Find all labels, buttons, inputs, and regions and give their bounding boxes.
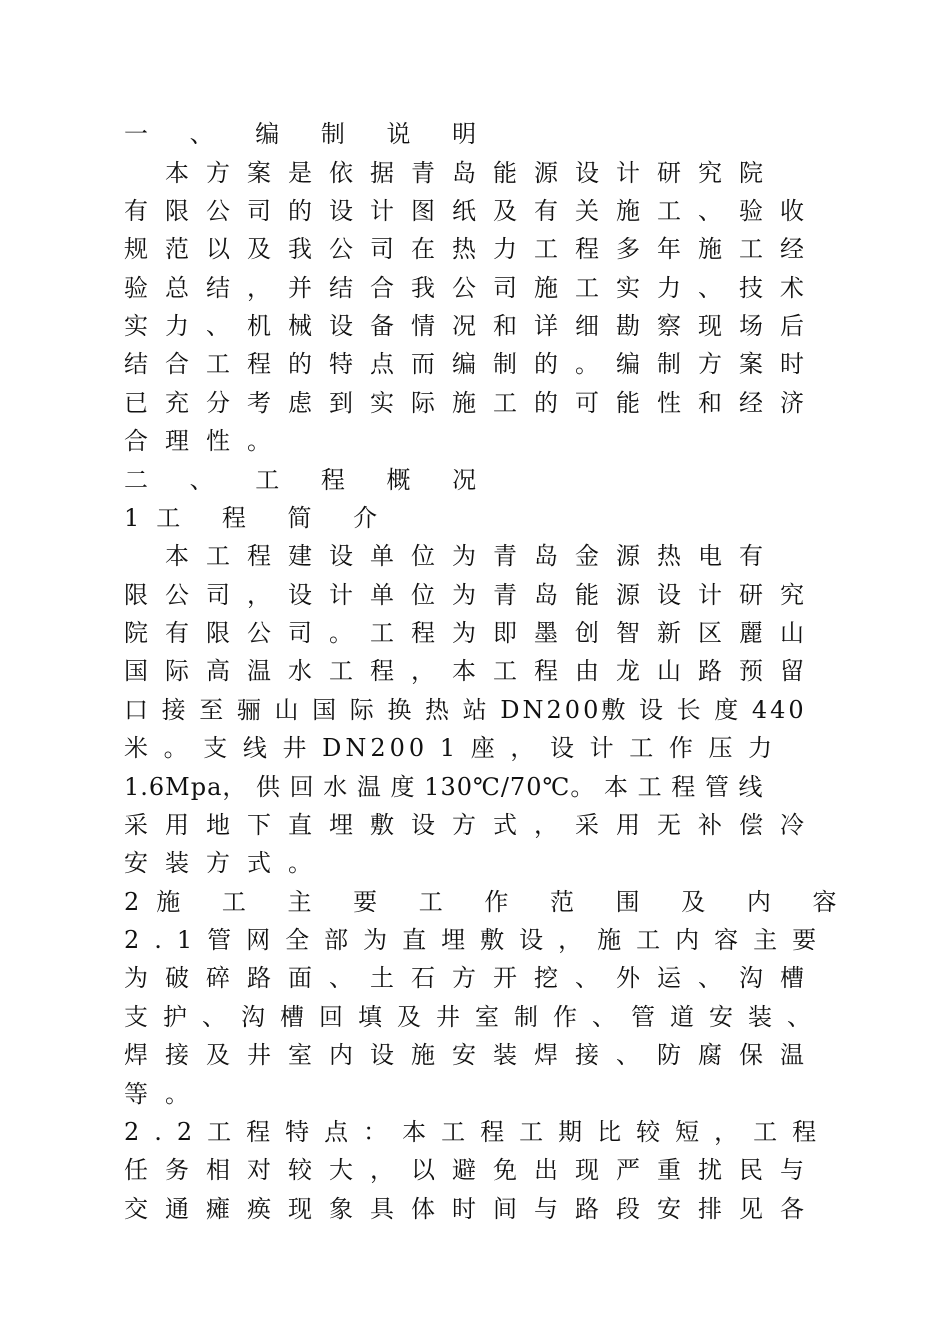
paragraph-line: 合理性。 bbox=[124, 427, 288, 455]
heading-project-overview: 二 、 工 程 概 况 bbox=[124, 466, 494, 494]
paragraph-line: 院有限公司。工程为即墨创智新区麗山 bbox=[124, 619, 821, 647]
paragraph-line: 2.2工程特点：本工程工期比较短，工程 bbox=[124, 1118, 832, 1146]
paragraph-line: 2.1管网全部为直埋敷设，施工内容主要 bbox=[124, 926, 832, 954]
paragraph-line: 实力、机械设备情况和详细勘察现场后 bbox=[124, 312, 821, 340]
paragraph-line: 安装方式。 bbox=[124, 849, 329, 877]
heading-compilation-notes: 一 、 编 制 说 明 bbox=[124, 120, 494, 148]
paragraph-line: 限公司，设计单位为青岛能源设计研究 bbox=[124, 581, 821, 609]
paragraph-line: 验总结，并结合我公司施工实力、技术 bbox=[124, 274, 821, 302]
paragraph-line: 本工程建设单位为青岛金源热电有 bbox=[124, 542, 780, 570]
paragraph-line: 国际高温水工程，本工程由龙山路预留 bbox=[124, 657, 821, 685]
paragraph-line: 为破碎路面、土石方开挖、外运、沟槽 bbox=[124, 964, 821, 992]
paragraph-line: 米 。 支 线 井 DN200 1 座 ， 设 计 工 作 压 力 bbox=[124, 734, 777, 762]
paragraph-line: 规范以及我公司在热力工程多年施工经 bbox=[124, 235, 821, 263]
paragraph-line: 已充分考虑到实际施工的可能性和经济 bbox=[124, 389, 821, 417]
paragraph-line: 交通瘫痪现象具体时间与路段安排见各 bbox=[124, 1195, 821, 1223]
paragraph-line: 口 接 至 骊 山 国 际 换 热 站 DN200敷 设 长 度 440 bbox=[124, 696, 807, 724]
paragraph-line: 采用地下直埋敷设方式，采用无补偿冷 bbox=[124, 811, 821, 839]
paragraph-line: 有限公司的设计图纸及有关施工、验收 bbox=[124, 197, 821, 225]
paragraph-line: 等。 bbox=[124, 1080, 206, 1108]
heading-project-intro: 1工 程 简 介 bbox=[124, 504, 395, 532]
paragraph-line: 结合工程的特点而编制的。编制方案时 bbox=[124, 350, 821, 378]
paragraph-line: 本方案是依据青岛能源设计研究院 bbox=[124, 159, 780, 187]
paragraph-line: 1.6Mpa， 供 回 水 温 度 130℃/70℃。 本 工 程 管 线 bbox=[124, 773, 764, 801]
paragraph-line: 任务相对较大，以避免出现严重扰民与 bbox=[124, 1156, 821, 1184]
paragraph-line: 支护、沟槽回填及井室制作、管道安装、 bbox=[124, 1003, 826, 1031]
paragraph-line: 焊接及井室内设施安装焊接、防腐保温 bbox=[124, 1041, 821, 1069]
heading-scope-of-work: 2施 工 主 要 工 作 范 围 及 内 容 bbox=[124, 888, 854, 916]
